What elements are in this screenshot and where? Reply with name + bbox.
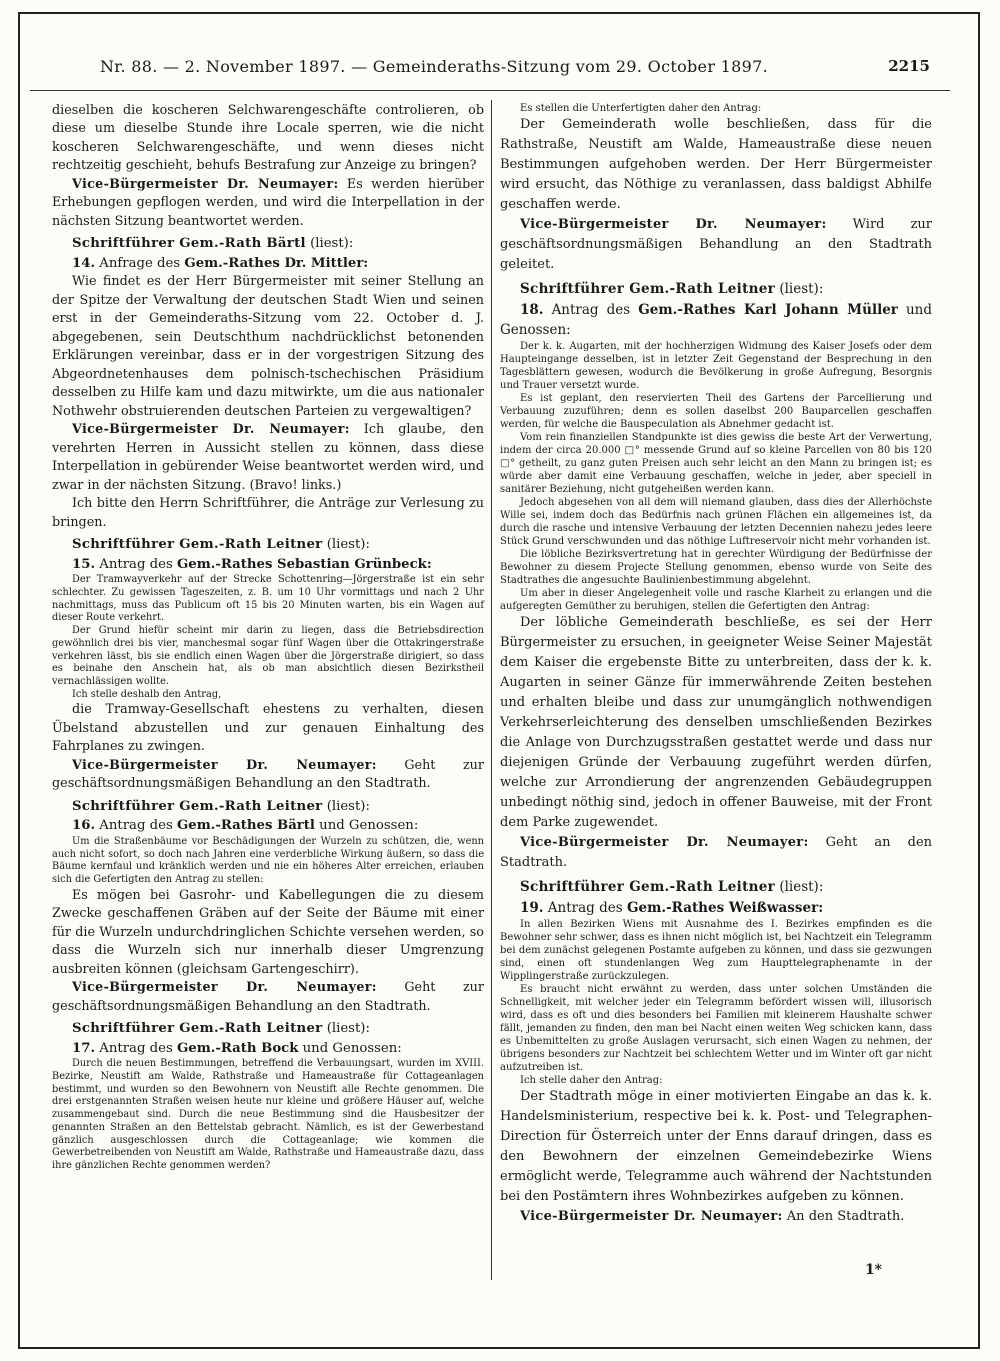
motion-tail: und Genossen: bbox=[500, 302, 932, 338]
speech-text: Es werden hierüber Erhebungen gepflogen werden, und wird die Interpellation in der nächsten Sitzung beantwortet werden. bbox=[52, 176, 484, 229]
speaker-name: Vice-Bürgermeister Dr. Neumayer: bbox=[72, 757, 377, 773]
motion-reason: Um aber in dieser Angelegenheit volle und rasche Klarheit zu erlangen und die aufgeregten Gemüther zu beruhigen, stellen die Gefertigten den Antrag: bbox=[500, 588, 932, 612]
speaker-name: Vice-Bürgermeister Dr. Neumayer: bbox=[520, 217, 827, 232]
page-number: 2215 bbox=[888, 57, 930, 75]
motion-reason: In allen Bezirken Wiens mit Ausnahme des I. Bezirkes empfinden es die Bewohner sehr schwer, dass es ihnen nicht möglich ist, bei Nachtzeit ein Telegramm bei dem zunächst gelegenen Postamte aufgeben zu können, und dass sie gezwungen sind, einen oft stundenlangen Weg zum Haupttelegraphenamte in der Wipplingerstraße zurückzulegen. bbox=[500, 919, 932, 982]
motion-reason: Die löbliche Bezirksvertretung hat in gerechter Würdigung der Bedürfnisse der Bewohner zu diesem Projecte Stellung genommen, ebenso wurde von Seite des Stadtrathes die angesuchte Baulinienbestimmung abgelehnt. bbox=[500, 549, 932, 586]
speech-text: Wird zur geschäftsordnungsmäßigen Behandlung an den Stadtrath geleitet. bbox=[500, 217, 933, 272]
motion-word: Antrag des bbox=[99, 1040, 173, 1056]
motion-text: die Tramway-Gesellschaft ehestens zu verhalten, diesen Übelstand abzustellen und zur genauen Einhaltung des Fahrplanes zu zwingen. bbox=[52, 702, 484, 755]
motion-tail: und Genossen: bbox=[319, 818, 419, 834]
motion-word: Antrag des bbox=[99, 556, 173, 572]
reader-tail: (liest): bbox=[326, 798, 370, 814]
speaker-name: Vice-Bürgermeister Dr. Neumayer: bbox=[72, 422, 350, 438]
motion-reason: Um die Straßenbäume vor Beschädigungen der Wurzeln zu schützen, die, wenn auch nicht sofort, so doch nach Jahren eine verderbliche Wirkung äußern, so dass die Bäume kernfaul und kränklich werden und nie ein höheres Alter erreichen, erlauben sich die Gefertigten den Antrag zu stellen: bbox=[52, 835, 484, 886]
speech bbox=[500, 215, 932, 275]
speaker-name: Vice-Bürgermeister Dr. Neumayer: bbox=[72, 176, 339, 192]
motion-reason: Der Grund hiefür scheint mir darin zu liegen, dass die Betriebsdirection gewöhnlich drei bis vier, manchesmal sogar fünf Wagen über die Ottakringerstraße verkehren lässt, bis sie endlich einen Wagen über die Jörgerstraße dirigiert, so dass es beinahe den Anschein hat, als ob man absichtlich diesen Bezirkstheil vernachlässigen wollte. bbox=[52, 625, 484, 687]
reader-name: Schriftführer Gem.-Rath Leitner bbox=[72, 798, 323, 814]
motion-reason: Es ist geplant, den reservierten Theil des Gartens der Parcellierung und Verbauung zuzuführen; denn es sollen daselbst 200 Bauparcellen geschaffen werden, für welche die Bauspeculation als Abnehmer gedacht ist. bbox=[500, 393, 932, 430]
speech bbox=[52, 757, 484, 794]
reader-heading bbox=[500, 279, 932, 299]
speech-text: An den Stadtrath. bbox=[786, 1209, 905, 1224]
speech-text: Geht zur geschäftsordnungsmäßigen Behandlung an den Stadtrath. bbox=[52, 980, 484, 1014]
reader-name: Schriftführer Gem.-Rath Leitner bbox=[72, 1021, 323, 1037]
header-rule bbox=[30, 90, 950, 91]
motion-word: Anfrage des bbox=[99, 255, 181, 271]
motion-text: Der Gemeinderath wolle beschließen, dass für die Rathstraße, Neustift am Walde, Hameaustraße diese neuen Bestimmungen aufgehoben werden. Der Herr Bürgermeister wird ersucht, das Nöthige zu veranlassen, dass baldigst Abhilfe geschaffen werde. bbox=[500, 117, 932, 212]
motion-heading bbox=[500, 898, 932, 918]
left-column bbox=[52, 102, 484, 1173]
motion-reason: Jedoch abgesehen von all dem will niemand glauben, dass dies der Allerhöchste Wille sei, indem doch das Bedürfnis nach grünen Flächen ein allgemeines ist, da durch die rasche und intensive Verbauung der letzten Decennien nahezu jedes leere Stück Grund verschwunden und das nöthige Luftreservoir nicht mehr vorhanden ist. bbox=[500, 497, 932, 547]
motion-author: Gem.-Rathes Bärtl bbox=[176, 818, 315, 834]
speaker-name: Vice-Bürgermeister Dr. Neumayer: bbox=[520, 835, 809, 850]
motion-text: Es mögen bei Gasrohr- und Kabellegungen die zu diesem Zwecke geschaffenen Gräben auf der Seite der Bäume mit einer für die Wurzeln undurchdringlichen Schichte versehen werden, so dass die Wurzeln sich nur innerhalb dieser Umgrenzung ausbreiten können (gleichsam Gartengeschirr). bbox=[52, 887, 484, 977]
speech-text: Ich bitte den Herrn Schriftführer, die Anträge zur Verlesung zu bringen. bbox=[52, 496, 484, 530]
motion-number: 18. bbox=[520, 302, 544, 318]
reader-heading bbox=[52, 1020, 484, 1038]
speech bbox=[52, 176, 484, 231]
paragraph: dieselben die koscheren Selchwarengeschäfte controlieren, ob diese um dieselbe Stunde ihre Locale sperren, wie die nicht koscheren Selchwarengeschäfte, und wenn dieses nicht rechtzeitig geschieht, behufs Bestrafung zur Anzeige zu bringen? bbox=[52, 103, 484, 174]
motion-text: Der Stadtrath möge in einer motivierten Eingabe an das k. k. Handelsministerium, respective bei k. k. Post- und Telegraphen-Direction für Österreich unter der Enns darauf dringen, dass es den Bewohnern der einzelnen Gemeindebezirke Wiens ermöglicht werde, Telegramme auch während der Nachtstunden bei den Postämtern ihres Wohnbezirkes aufgeben zu können. bbox=[500, 1089, 932, 1204]
reader-name: Schriftführer Gem.-Rath Leitner bbox=[520, 879, 776, 895]
page-header bbox=[100, 57, 930, 81]
motion-heading bbox=[52, 255, 484, 273]
signature-mark: 1* bbox=[864, 1262, 882, 1278]
motion-reason: Vom rein finanziellen Standpunkte ist dies gewiss die beste Art der Verwertung, indem der circa 20.000 □° messende Grund auf so kleine Parcellen von 80 bis 120 □° getheilt, zu ganz guten Preisen auch sehr leicht an den Mann zu bringen ist; es würde aber damit eine Verbauung geschaffen, welche in jeder, aber speciell in sanitärer Beziehung, nicht gutgeheißen werden kann. bbox=[500, 432, 932, 495]
motion-number: 19. bbox=[520, 900, 544, 916]
motion-number: 16. bbox=[72, 818, 96, 834]
reader-tail: (liest): bbox=[326, 537, 370, 553]
motion-text: Wie findet es der Herr Bürgermeister mit seiner Stellung an der Spitze der Verwaltung der deutschen Stadt Wien und seinen erst in der Gemeinderaths-Sitzung vom 22. October d. J. abgegebenen, sein Deutschthum nachdrücklichst betonenden Erklärungen vereinbar, dass er in der vorgestrigen Sitzung des Abgeordnetenhauses dem polnisch-tschechischen Präsidium desselben zu Hilfe kam und dazu mitwirkte, um die aus nationaler Nothwehr obstruierenden deutschen Parteien zu vergewaltigen? bbox=[52, 274, 484, 419]
reader-heading bbox=[52, 536, 484, 554]
reader-heading bbox=[52, 235, 484, 253]
motion-word: Antrag des bbox=[99, 818, 173, 834]
motion-reason: Der Tramwayverkehr auf der Strecke Schottenring—Jörgerstraße ist ein sehr schlechter. Zu gewissen Tageszeiten, z. B. um 10 Uhr vormittags und nach 2 Uhr nachmittags, muss das Publicum oft 15 bis 20 Minuten warten, bis ein Wagen auf dieser Route verkehrt. bbox=[52, 574, 484, 624]
motion-reason: Ich stelle deshalb den Antrag, bbox=[72, 688, 222, 700]
reader-heading bbox=[500, 877, 932, 897]
motion-number: 14. bbox=[72, 255, 96, 271]
motion-author: Gem.-Rathes Karl Johann Müller bbox=[638, 302, 898, 318]
motion-reason: Der k. k. Augarten, mit der hochherzigen Widmung des Kaiser Josefs oder dem Haupteingange desselben, ist in letzter Zeit Gegenstand der Besprechung in den Tagesblättern gewesen, wodurch die Bevölkerung in große Aufregung, Besorgnis und Trauer versetzt wurde. bbox=[500, 341, 932, 391]
speaker-name: Vice-Bürgermeister Dr. Neumayer: bbox=[72, 980, 377, 996]
motion-reason: Durch die neuen Bestimmungen, betreffend die Verbauungsart, wurden im XVIII. Bezirke, Neustift am Walde, Rathstraße und Hameaustraße für Cottageanlagen bestimmt, und wurden so den Bewohnern von Neustift alle Rechte genommen. Die drei erstgenannten Straßen weisen heute nur kleine und größere Häuser auf, welche zusammengebaut sind. Durch die neue Bestimmung sind die Hausbesitzer der genannten Straßen an den Bettelstab gebracht. Nämlich, es ist der Gewerbestand gänzlich ausgeschlossen durch die Cottageanlage; wie kommen die Gewerbetreibenden von Neustift am Walde, Rathstraße und Hameaustraße dazu, dass ihre gänzlichen Rechte genommen werden? bbox=[52, 1058, 484, 1172]
motion-author: Gem.-Rath Bock bbox=[176, 1040, 299, 1056]
motion-number: 17. bbox=[72, 1040, 96, 1056]
reader-tail: (liest): bbox=[310, 236, 354, 252]
motion-author: Gem.-Rathes Weißwasser: bbox=[626, 900, 824, 916]
speech bbox=[52, 979, 484, 1016]
motion-word: Antrag des bbox=[547, 900, 623, 916]
reader-tail: (liest): bbox=[326, 1021, 370, 1037]
motion-heading bbox=[52, 817, 484, 835]
motion-heading bbox=[52, 1040, 484, 1058]
speech bbox=[500, 1207, 932, 1227]
motion-author: Gem.-Rathes Sebastian Grünbeck: bbox=[176, 556, 432, 572]
right-column bbox=[500, 102, 932, 1227]
motion-word: Antrag des bbox=[551, 302, 631, 318]
reader-name: Schriftführer Gem.-Rath Bärtl bbox=[72, 236, 306, 252]
motion-number: 15. bbox=[72, 556, 96, 572]
motion-heading bbox=[500, 300, 932, 340]
motion-tail: und Genossen: bbox=[302, 1040, 402, 1056]
reader-name: Schriftführer Gem.-Rath Leitner bbox=[72, 537, 323, 553]
reader-name: Schriftführer Gem.-Rath Leitner bbox=[520, 281, 776, 297]
column-divider bbox=[491, 100, 492, 1280]
motion-reason: Es stellen die Unterfertigten daher den Antrag: bbox=[520, 103, 762, 114]
running-title: Nr. 88. — 2. November 1897. — Gemeinderaths-Sitzung vom 29. October 1897. bbox=[100, 57, 768, 76]
motion-reason: Es braucht nicht erwähnt zu werden, dass unter solchen Umständen die Schnelligkeit, mit welcher jeder ein Telegramm befördert wissen will, illusorisch wird, dass es oft und dies besonders bei Familien mit kleinerem Haushalte schwer fällt, jemanden zu finden, den man bei Nacht einen weiten Weg schicken kann, dass es Unbemittelten zu große Auslagen verursacht, sich einen Wagen zu nehmen, der übrigens besonders zur Nachtzeit bei schlechtem Wetter und im Winter oft gar nicht aufzutreiben ist. bbox=[500, 984, 932, 1073]
motion-heading bbox=[52, 556, 484, 574]
speaker-name: Vice-Bürgermeister Dr. Neumayer: bbox=[520, 1209, 783, 1224]
speech bbox=[52, 421, 484, 495]
speech-text: Ich glaube, den verehrten Herren in Aussicht stellen zu können, dass diese Interpellation in gebürender Weise beantwortet werden wird, und zwar in der nächsten Sitzung. (Bravo! links.) bbox=[52, 422, 484, 493]
motion-reason: Ich stelle daher den Antrag: bbox=[520, 1075, 663, 1086]
speech bbox=[500, 833, 932, 873]
speech-text: Geht an den Stadtrath. bbox=[500, 835, 933, 870]
motion-author: Gem.-Rathes Dr. Mittler: bbox=[184, 255, 369, 271]
reader-tail: (liest): bbox=[779, 879, 824, 895]
motion-text: Der löbliche Gemeinderath beschließe, es sei der Herr Bürgermeister zu ersuchen, in geeigneter Weise Seiner Majestät dem Kaiser die ergebenste Bitte zu unterbreiten, dass der k. k. Augarten in seiner Gänze für immerwährende Zeiten bestehen und erhalten bleibe und dass zur unumgänglich nothwendigen Verkehrserleichterung des denselben umschließenden Bezirkes die Anlage von Durchzugsstraßen gestattet werde und dass nur diejenigen Gründe der Verbauung zugeführt werden dürfen, welche zur Arrondierung der angrenzenden Gebäudegruppen unbedingt nöthig sind, jedoch in offener Bauweise, mit der Front dem Parke zugewendet. bbox=[500, 615, 932, 830]
reader-tail: (liest): bbox=[779, 281, 824, 297]
speech-text: Geht zur geschäftsordnungsmäßigen Behandlung an den Stadtrath. bbox=[52, 757, 484, 792]
reader-heading bbox=[52, 798, 484, 816]
